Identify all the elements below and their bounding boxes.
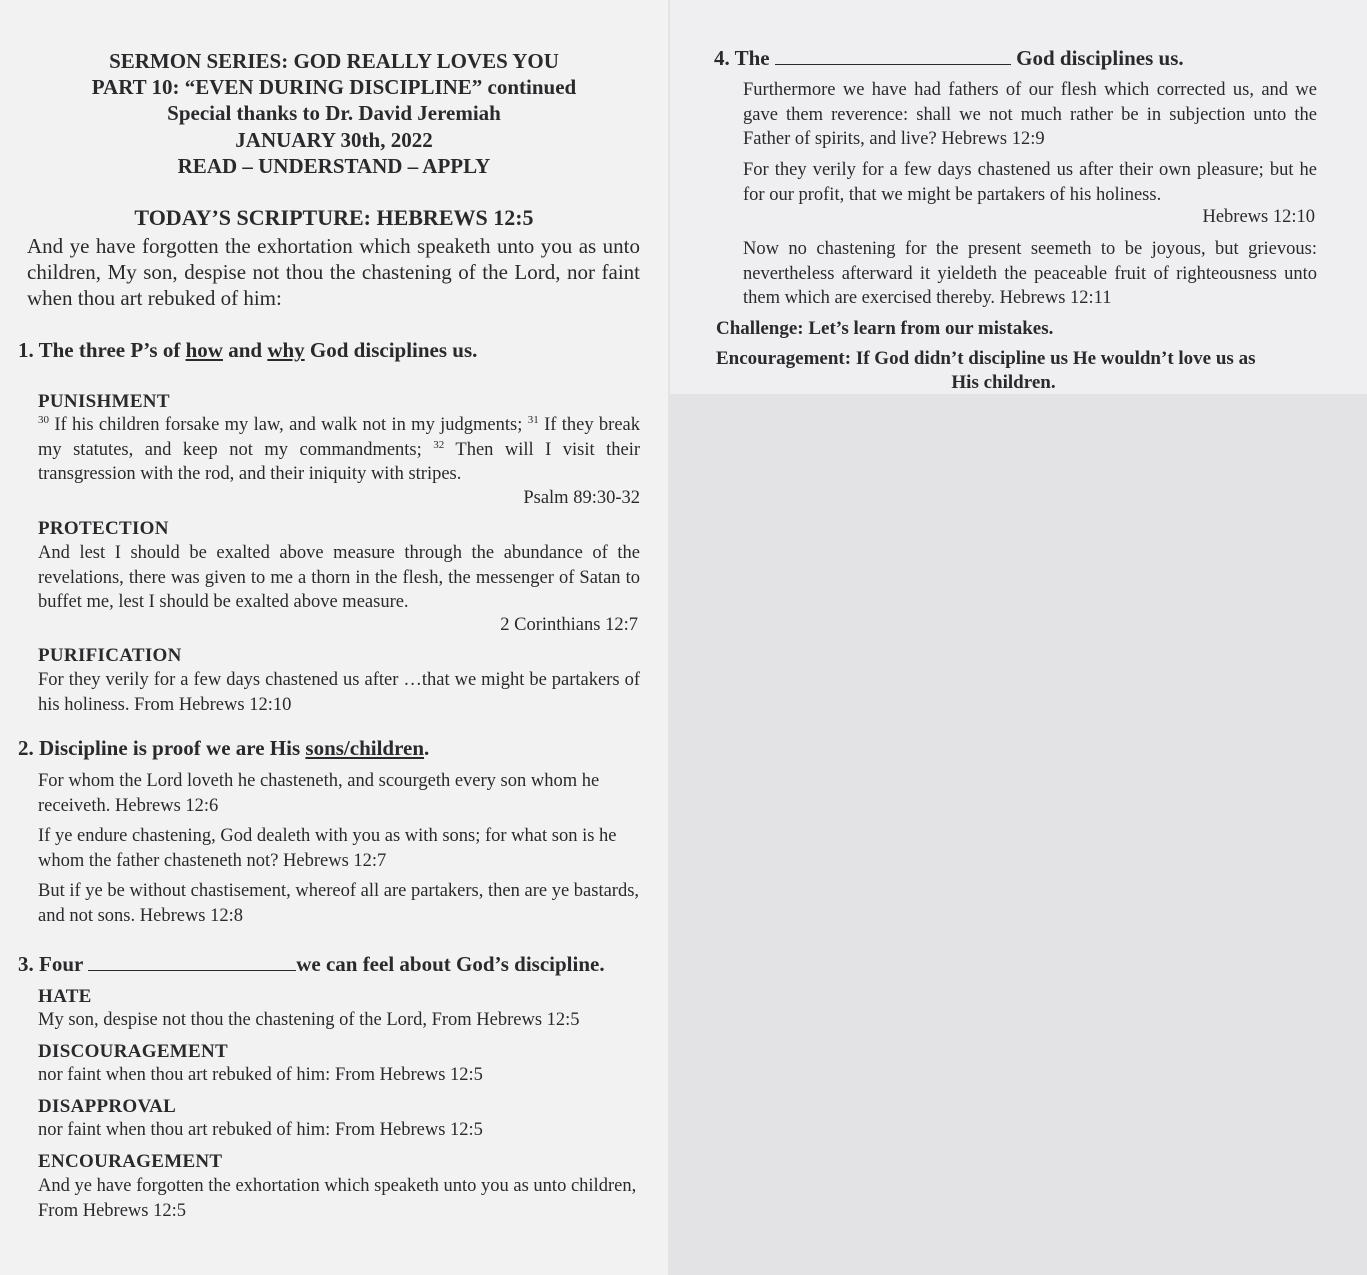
punishment-ref: Psalm 89:30-32	[523, 488, 640, 508]
sons-children-word: sons/children	[305, 736, 425, 760]
protection-title: PROTECTION	[38, 518, 169, 539]
verse-32: 32	[433, 438, 445, 451]
punishment-title: PUNISHMENT	[38, 391, 170, 412]
section-2-para-3: But if ye be without chastisement, whereof all are partakers, then are ye bastards, and not sons. Hebrews 12:8	[38, 881, 640, 926]
scripture-text: And ye have forgotten the exhortation which speaketh unto you as unto children, My son, despise not thou the chastening of the Lord, nor faint when thou art rebuked of him:	[27, 234, 640, 310]
section-4-para-2-ref: Hebrews 12:10	[1202, 207, 1315, 227]
protection-text: And lest I should be exalted above measure through the abundance of the revelations, there was given to me a thorn in the flesh, the messenger of Satan to buffet me, lest I should be exalted above measure.	[38, 543, 640, 612]
section-4-para-1: Furthermore we have had fathers of our flesh which corrected us, and we gave them reverence: shall we not much rather be in subjection unto the Father of spirits, and live? Hebrews 12:9	[743, 80, 1317, 149]
section-4-heading	[714, 46, 1354, 71]
challenge-line: Challenge: Let’s learn from our mistakes.	[716, 318, 1054, 339]
section-1-rest: God disciplines us.	[309, 338, 478, 362]
section-2-para-1: For whom the Lord loveth he chasteneth, and scourgeth every son whom he receiveth. Hebrews 12:6	[38, 771, 600, 816]
encouragement-line-1: Encouragement: If God didn’t discipline us He wouldn’t love us as	[716, 348, 1256, 369]
hate-title: HATE	[38, 986, 92, 1007]
hate-text: My son, despise not thou the chastening of the Lord, From Hebrews 12:5	[38, 1010, 580, 1030]
verse-30-text: If his children forsake my law, and walk not in my judgments;	[54, 415, 523, 435]
section-1-number: 1. The three P’s of	[18, 338, 181, 362]
punishment-text	[38, 413, 640, 487]
scripture-title: TODAY’S SCRIPTURE: HEBREWS 12:5	[134, 205, 534, 230]
section-4-para-2: For they verily for a few days chastened us after their own pleasure; but he for our profit, that we might be partakers of his holiness.	[743, 160, 1317, 205]
fill-in-blank[interactable]	[775, 46, 1011, 65]
verse-32-text: Then will I visit their transgression with the rod, and their iniquity with stripes.	[38, 439, 641, 484]
verse-31-text: If they break my statutes, and keep not my commandments;	[38, 415, 640, 460]
thanks-line: Special thanks to Dr. David Jeremiah	[167, 101, 501, 125]
section-1-heading	[18, 338, 658, 363]
how-word: how	[185, 338, 223, 362]
section-2-prefix: 2. Discipline is proof we are His	[18, 736, 301, 760]
section-4-para-3: Now no chastening for the present seemeth to be joyous, but grievous: nevertheless afterward it yieldeth the peaceable fruit of righteousness unto them which are exercised thereby. Hebrews 12:11	[743, 239, 1317, 308]
section-2-heading	[18, 736, 658, 761]
section-3-heading	[18, 952, 658, 977]
read-understand-apply: READ – UNDERSTAND – APPLY	[177, 154, 491, 178]
part-title: PART 10: “EVEN DURING DISCIPLINE” continued	[91, 75, 577, 99]
encouragement-title: ENCOURAGEMENT	[38, 1151, 223, 1172]
verse-30: 30	[38, 413, 49, 426]
discouragement-title: DISCOURAGEMENT	[38, 1041, 228, 1062]
section-2-para-2: If ye endure chastening, God dealeth with you as with sons; for what son is he whom the father chasteneth not? Hebrews 12:7	[38, 826, 617, 871]
purification-text: For they verily for a few days chastened us after …that we might be partakers of his holiness. From Hebrews 12:10	[38, 670, 640, 715]
encouragement-text: And ye have forgotten the exhortation which speaketh unto you as unto children, From Hebrews 12:5	[38, 1176, 637, 1221]
section-2-suffix: .	[424, 736, 430, 760]
fill-in-blank[interactable]	[88, 952, 296, 971]
protection-ref: 2 Corinthians 12:7	[500, 615, 638, 635]
series-title: SERMON SERIES: GOD REALLY LOVES YOU	[109, 49, 559, 73]
purification-title: PURIFICATION	[38, 645, 182, 666]
date-line: JANUARY 30th, 2022	[235, 128, 433, 152]
left-page	[0, 0, 668, 1275]
why-word: why	[267, 338, 305, 362]
section-4-prefix: 4. The	[714, 46, 770, 70]
and-word: and	[228, 338, 263, 362]
disapproval-title: DISAPPROVAL	[38, 1096, 177, 1117]
section-3-suffix: we can feel about God’s discipline.	[296, 952, 605, 976]
encouragement-line-2: His children.	[951, 372, 1056, 393]
section-3-prefix: 3. Four	[18, 952, 83, 976]
disapproval-text: nor faint when thou art rebuked of him: From Hebrews 12:5	[38, 1120, 483, 1140]
right-page	[670, 0, 1367, 394]
discouragement-text: nor faint when thou art rebuked of him: From Hebrews 12:5	[38, 1065, 483, 1085]
verse-31: 31	[527, 413, 539, 426]
section-4-suffix: God disciplines us.	[1016, 46, 1184, 70]
